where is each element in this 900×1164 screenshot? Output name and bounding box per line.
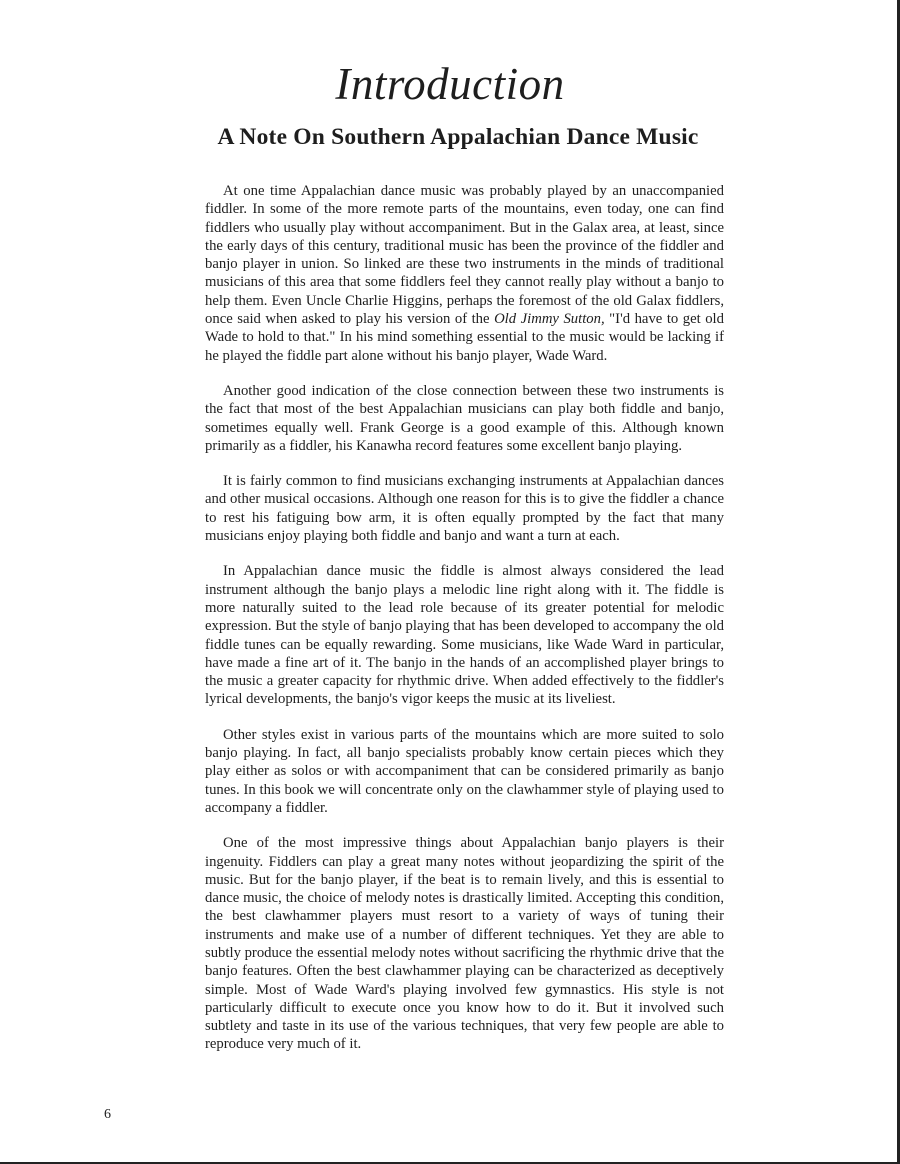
paragraph: [205, 382, 724, 455]
paragraph-text: In Appalachian dance music the fiddle is almost always considered the lead instrument although the banjo plays a melodic line right along with it. The fiddle is more naturally suited to the lead role because of its greater potential for melodic expression. But the style of banjo playing that has been developed to accompany the old fiddle tunes can be equally rewarding. Some musicians, like Wade Ward in particular, have made a fine art of it. The banjo in the hands of an accomplished player brings to the music a greater capacity for rhythmic drive. When added effectively to the fiddler's lyrical developments, the banjo's vigor keeps the music at its liveliest.: [205, 563, 724, 708]
paragraph-text: One of the most impressive things about Appalachian banjo players is their ingenuity. Fiddlers can play a great many notes without jeopardizing the spirit of the music. But for the banjo player, if the beat is to remain lively, and this is essential to dance music, the choice of melody notes is drastically limited. Accepting this condition, the best clawhammer players must resort to a variety of ways of tuning their instruments and make use of a number of different techniques. Yet they are able to subtly produce the essential melody notes without sacrificing the rhythmic drive that the banjo features. Often the best clawhammer playing can be characterized as deceptively simple. Most of Wade Ward's playing involved few gymnastics. His style is not particularly difficult to execute once you know how to do it. But it involved such subtlety and taste in its use of the various techniques, that very few people are able to reproduce very much of it.: [205, 835, 724, 1053]
page-number: 6: [104, 1107, 111, 1122]
page-title: Introduction: [335, 59, 565, 109]
paragraph-text: Another good indication of the close connection between these two instruments is the fact that most of the best Appalachian musicians can play both fiddle and banjo, sometimes equally well. Frank George is a good example of this. Although known primarily as a fiddler, his Kanawha record features some excellent banjo playing.: [205, 382, 724, 454]
paragraph-text: At one time Appalachian dance music was probably played by an unaccompanied fiddler. In some of the more remote parts of the mountains, even today, one can find fiddlers who usually play without accompaniment. But in the Galax area, at least, since the early days of this century, traditional music has been the province of the fiddler and banjo player in union. So linked are these two instruments in the minds of traditional musicians of this area that some fiddlers feel they cannot really play without a banjo to help them. Even Uncle Charlie Higgins, perhaps the foremost of the old Galax fiddlers, once said when asked to play his version of the: [205, 183, 724, 328]
paragraph: [205, 182, 724, 365]
paragraph: [205, 562, 724, 708]
paragraph-text: "I'd have to get old Wade to hold to that." In his mind something essential to the music would be lacking if he played the fiddle part alone without his banjo player, Wade Ward.: [205, 311, 724, 364]
paragraph: [205, 472, 724, 545]
paragraph: [205, 834, 724, 1054]
paragraph-text: It is fairly common to find musicians exchanging instruments at Appalachian dances and other musical occasions. Although one reason for this is to give the fiddler a chance to rest his fatiguing bow arm, it is often equally prompted by the fact that many musicians enjoy playing both fiddle and banjo and want a turn at each.: [205, 473, 724, 545]
page-subtitle: A Note On Southern Appalachian Dance Music: [217, 124, 699, 150]
body-text: [205, 182, 724, 1071]
song-title: Old Jimmy Sutton,: [494, 311, 605, 328]
paragraph-text: Other styles exist in various parts of the mountains which are more suited to solo banjo playing. In fact, all banjo specialists probably know certain pieces which they play either as solos or with accompaniment that can be considered primarily as banjo tunes. In this book we will concentrate only on the clawhammer style of playing used to accompany a fiddler.: [205, 726, 724, 816]
paragraph: [205, 726, 724, 817]
